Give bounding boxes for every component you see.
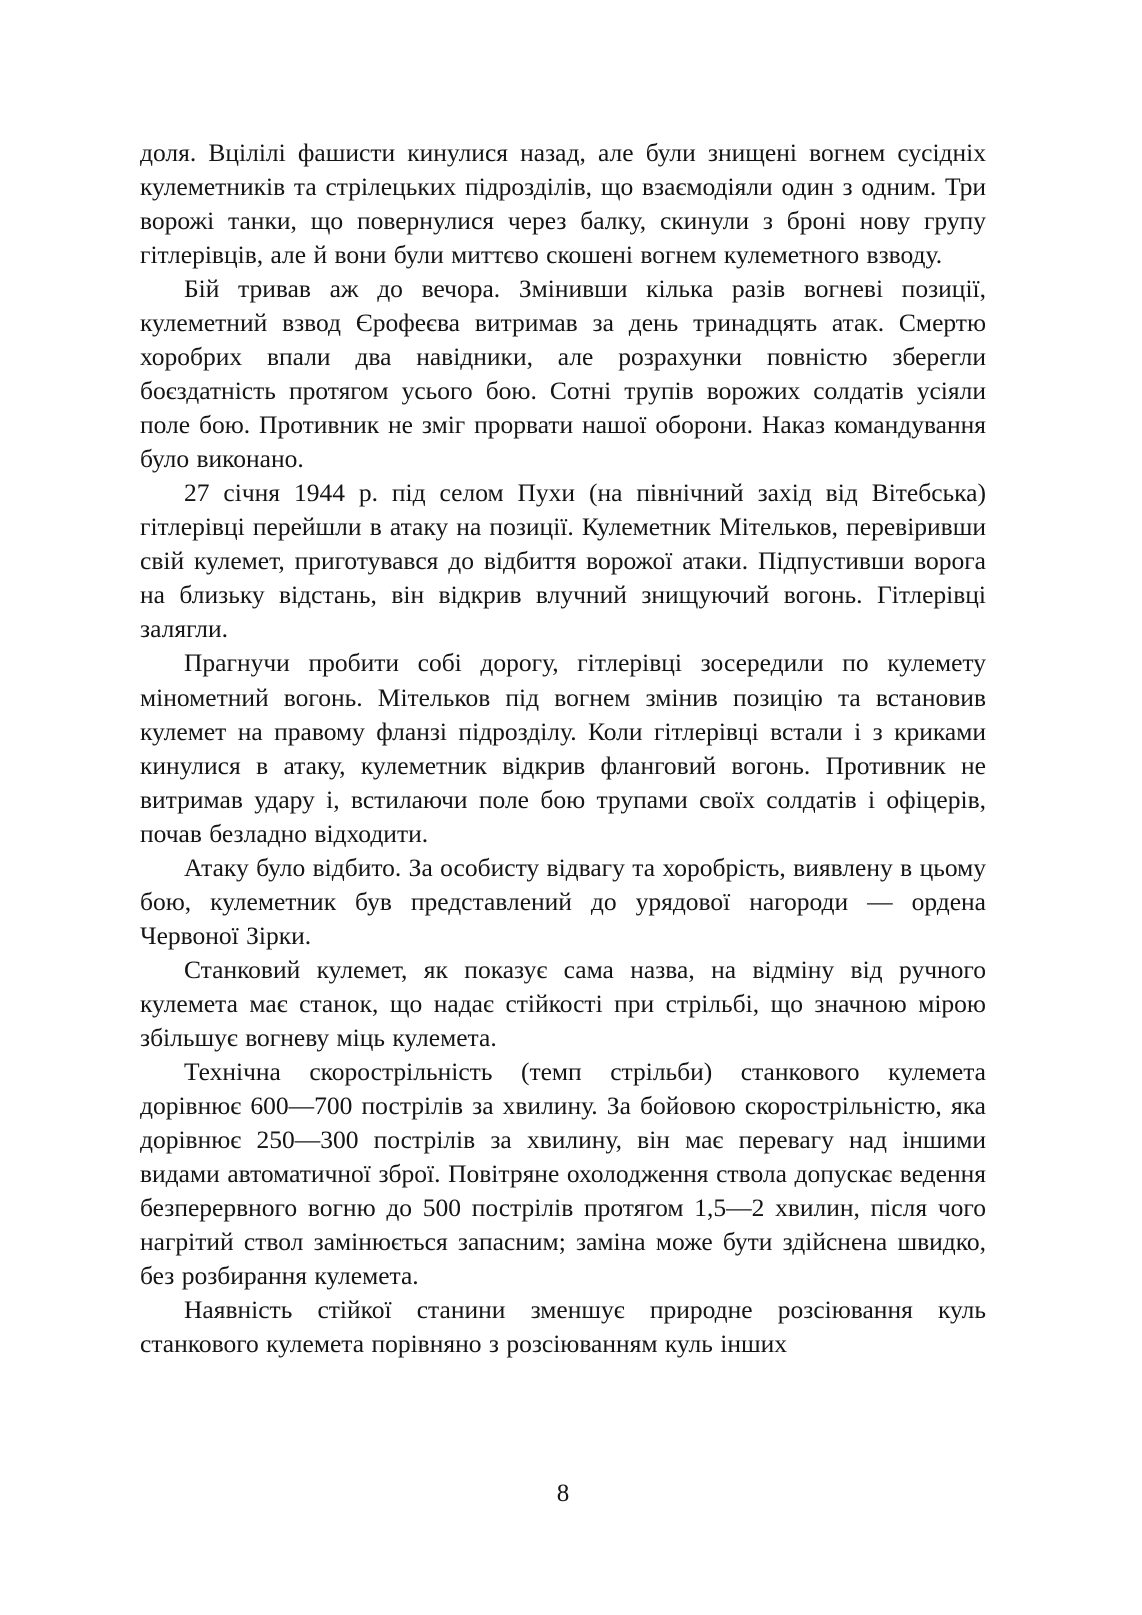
paragraph: Наявність стійкої станини зменшує природне розсіювання куль станкового кулемета порівняно з розсіюванням куль інших xyxy=(140,1295,986,1359)
paragraph: доля. Вцілілі фашисти кинулися назад, але були знищені вогнем сусідніх кулеметників та стрілецьких підрозділів, що взаємодіяли один з одним. Три ворожі танки, що повернулися через балку, скинули з броні нову групу гітлерівців, але й вони були миттєво скошені вогнем кулеметного взводу. xyxy=(140,138,986,270)
paragraph: 27 січня 1944 р. під селом Пухи (на північний захід від Вітебська) гітлерівці перейшли в атаку на позиції. Кулеметник Мітельков, перевіривши свій кулемет, приготувався до відбиття ворожої атаки. Підпустивши ворога на близьку відстань, він відкрив влучний знищуючий вогонь. Гітлерівці залягли. xyxy=(140,478,986,644)
text-block xyxy=(140,136,986,1361)
paragraph: Атаку було відбито. За особисту відвагу та хоробрість, виявлену в цьому бою, кулеметник був представлений до урядової нагороди — ордена Червоної Зірки. xyxy=(140,852,986,950)
paragraph: Технічна скорострільність (темп стрільби) станкового кулемета дорівнює 600—700 пострілів за хвилину. За бойовою скорострільністю, яка дорівнює 250—300 пострілів за хвилину, він має перевагу над іншими видами автоматичної зброї. Повітряне охолодження ствола допускає ведення безперервного вогню до 500 пострілів протягом 1,5—2 хвилин, після чого нагрітий ствол замінюється запасним; заміна може бути здійснена швидко, без розбирання кулемета. xyxy=(140,1056,986,1291)
paragraph: Прагнучи пробити собі дорогу, гітлерівці зосередили по кулемету мінометний вогонь. Мітельков під вогнем змінив позицію та встановив кулемет на правому фланзі підрозділу. Коли гітлерівці встали і з криками кинулися в атаку, кулеметник відкрив фланговий вогонь. Противник не витримав удару і, встилаючи поле бою трупами своїх солдатів і офіцерів, почав безладно відходити. xyxy=(140,648,986,848)
paragraph: Бій тривав аж до вечора. Змінивши кілька разів вогневі позиції, кулеметний взвод Єрофеєва витримав за день тринадцять атак. Смертю хоробрих впали два навідники, але розрахунки повністю зберегли боєздатність протягом усього бою. Сотні трупів ворожих солдатів усіяли поле бою. Противник не зміг прорвати нашої оборони. Наказ командування було виконано. xyxy=(140,274,986,474)
paragraph: Станковий кулемет, як показує сама назва, на відміну від ручного кулемета має станок, що надає стійкості при стрільбі, що значною мірою збільшує вогневу міць кулемета. xyxy=(140,954,986,1052)
page-number: 8 xyxy=(556,1480,570,1507)
